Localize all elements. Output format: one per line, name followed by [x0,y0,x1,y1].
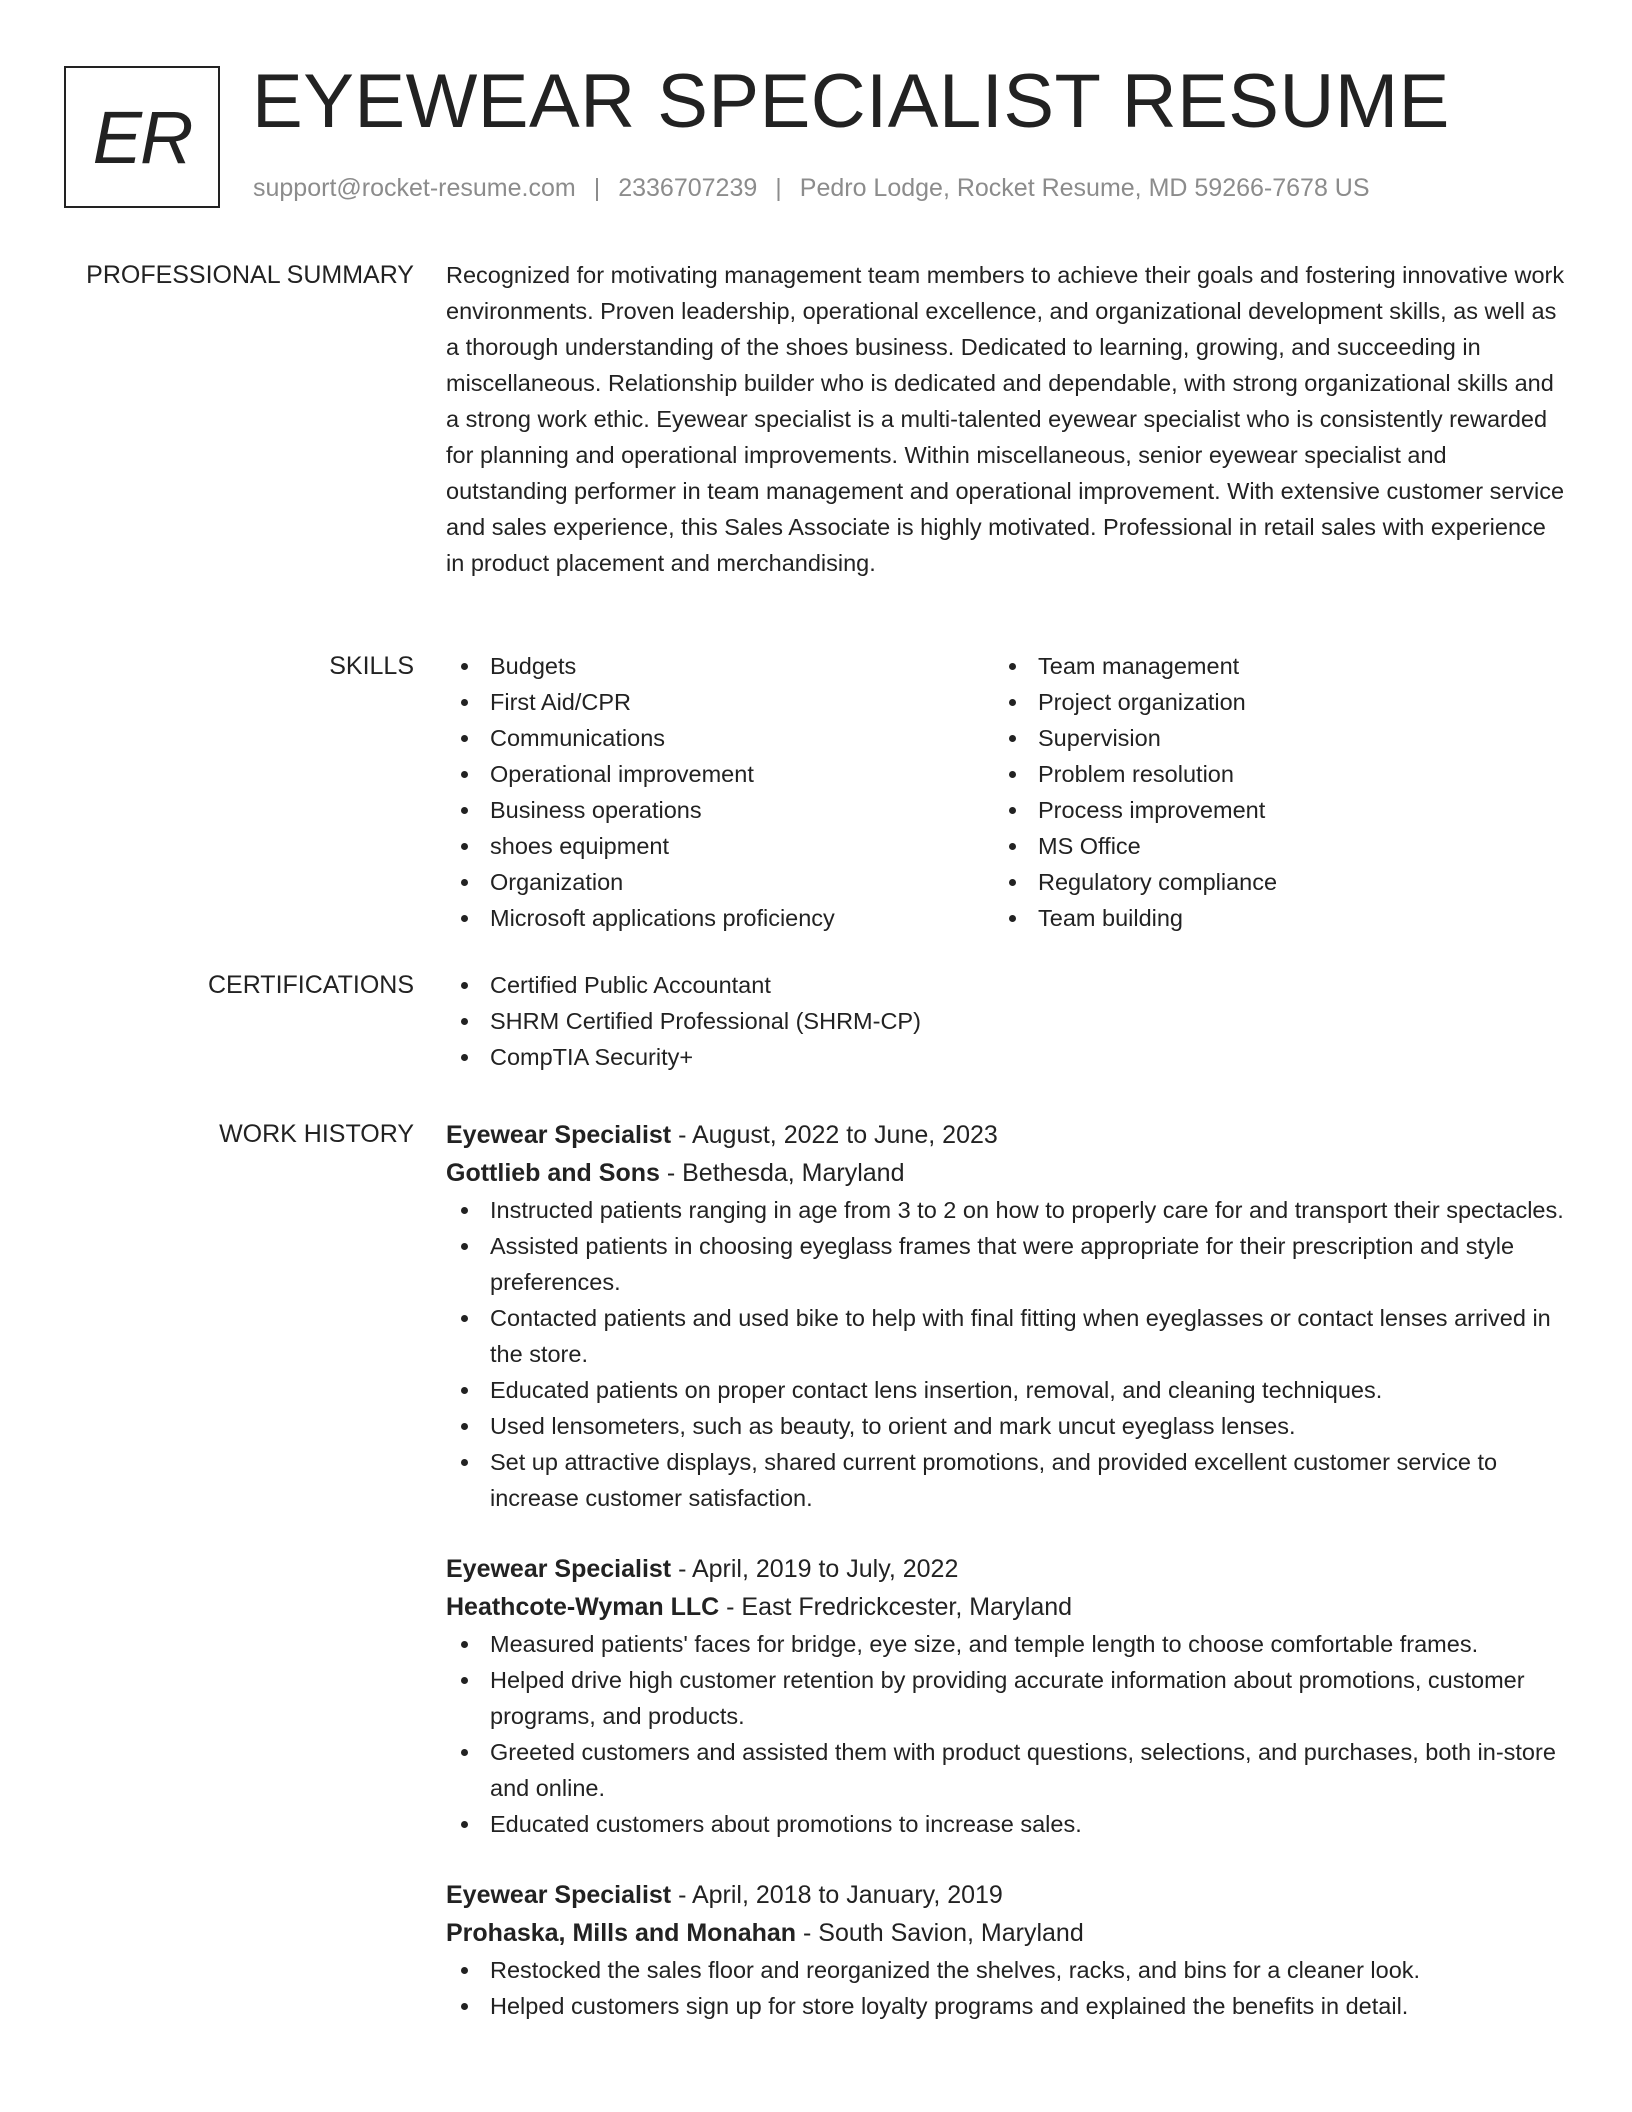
skill-item: Supervision [994,720,1542,756]
skills-list-right [994,648,1542,936]
contact-phone[interactable]: 2336707239 [618,174,758,202]
section-label-certifications: CERTIFICATIONS [207,971,414,999]
job-bullet: Measured patients' faces for bridge, eye size, and temple length to choose comfortable frames. [446,1626,1566,1662]
skill-item: Microsoft applications proficiency [446,900,994,936]
skill-item: Team management [994,648,1542,684]
job-title: Eyewear Specialist [446,1881,672,1909]
skills-list-left [446,648,994,936]
certifications-list [446,967,1566,1075]
monogram-box [64,66,220,208]
job-entry [446,1550,1566,1842]
job-bullet: Used lensometers, such as beauty, to orient and mark uncut eyeglass lenses. [446,1408,1566,1444]
contact-address: Pedro Lodge, Rocket Resume, MD 59266-7678 US [799,174,1370,202]
section-label-work-history: WORK HISTORY [219,1120,414,1148]
skill-item: Budgets [446,648,994,684]
skill-item: Communications [446,720,994,756]
section-label-summary: PROFESSIONAL SUMMARY [86,261,414,289]
job-bullet: Restocked the sales floor and reorganized the shelves, racks, and bins for a cleaner look. [446,1952,1566,1988]
job-company: Prohaska, Mills and Monahan [446,1919,797,1947]
certification-item: CompTIA Security+ [446,1039,1566,1075]
work-history-body [446,1116,1566,2024]
monogram-initials: ER [92,95,192,179]
skill-item: Problem resolution [994,756,1542,792]
contact-line [253,174,1370,203]
contact-separator: | [775,174,782,202]
job-bullet: Helped drive high customer retention by providing accurate information about promotions, customer programs, and products. [446,1662,1566,1734]
job-bullet: Educated patients on proper contact lens insertion, removal, and cleaning techniques. [446,1372,1566,1408]
skill-item: Regulatory compliance [994,864,1542,900]
summary-body [446,257,1566,581]
job-location: - Bethesda, Maryland [659,1159,905,1187]
job-bullet-list [446,1952,1566,2024]
job-company-line [446,1914,1566,1952]
contact-separator: | [593,174,601,202]
page-title: EYEWEAR SPECIALIST RESUME [252,59,1450,144]
job-title-line [446,1116,1566,1154]
job-bullet: Educated customers about promotions to increase sales. [446,1806,1566,1842]
job-title-line [446,1876,1566,1914]
job-entry [446,1876,1566,2024]
job-dates: - April, 2018 to January, 2019 [671,1881,1003,1909]
job-entry [446,1116,1566,1516]
job-bullet-list [446,1626,1566,1842]
job-bullet: Greeted customers and assisted them with product questions, selections, and purchases, both in-store and online. [446,1734,1566,1806]
skill-item: MS Office [994,828,1542,864]
job-title-line [446,1550,1566,1588]
skill-item: Process improvement [994,792,1542,828]
skill-item: Team building [994,900,1542,936]
job-company: Gottlieb and Sons [446,1159,660,1187]
job-bullet: Helped customers sign up for store loyalty programs and explained the benefits in detail. [446,1988,1566,2024]
job-bullet: Assisted patients in choosing eyeglass frames that were appropriate for their prescription and style preferences. [446,1228,1566,1300]
skill-item: Business operations [446,792,994,828]
job-bullet: Instructed patients ranging in age from 3 to 2 on how to properly care for and transport their spectacles. [446,1192,1566,1228]
certification-item: SHRM Certified Professional (SHRM-CP) [446,1003,1566,1039]
skill-item: Project organization [994,684,1542,720]
certifications-body [446,967,1566,1075]
summary-text: Recognized for motivating management team members to achieve their goals and fostering innovative work environments. Proven leadership, operational excellence, and organizational development skills, as well as a thorough understanding of the shoes business. Dedicated to learning, growing, and succeeding in miscellaneous. Relationship builder who is dedicated and dependable, with strong organizational skills and a strong work ethic. Eyewear specialist is a multi-talented eyewear specialist who is consistently rewarded for planning and operational improvements. Within miscellaneous, senior eyewear specialist and outstanding performer in team management and operational improvement. With extensive customer service and sales experience, this Sales Associate is highly motivated. Professional in retail sales with experience in product placement and merchandising. [446,262,1565,576]
job-location: - East Fredrickcester, Maryland [719,1593,1073,1621]
skills-grid [446,648,1566,936]
job-title: Eyewear Specialist [446,1121,672,1149]
skill-item: First Aid/CPR [446,684,994,720]
job-title: Eyewear Specialist [446,1555,672,1583]
job-company-line [446,1588,1566,1626]
job-bullet: Contacted patients and used bike to help with final fitting when eyeglasses or contact lenses arrived in the store. [446,1300,1566,1372]
job-dates: - April, 2019 to July, 2022 [671,1555,959,1583]
job-dates: - August, 2022 to June, 2023 [671,1121,998,1149]
skill-item: Organization [446,864,994,900]
certification-item: Certified Public Accountant [446,967,1566,1003]
job-bullet-list [446,1192,1566,1516]
contact-email[interactable]: support@rocket-resume.com [253,174,576,202]
job-location: - South Savion, Maryland [796,1919,1084,1947]
job-bullet: Set up attractive displays, shared current promotions, and provided excellent customer service to increase customer satisfaction. [446,1444,1566,1516]
section-label-skills: SKILLS [329,652,414,680]
skill-item: shoes equipment [446,828,994,864]
skill-item: Operational improvement [446,756,994,792]
job-company: Heathcote-Wyman LLC [446,1593,720,1621]
job-company-line [446,1154,1566,1192]
